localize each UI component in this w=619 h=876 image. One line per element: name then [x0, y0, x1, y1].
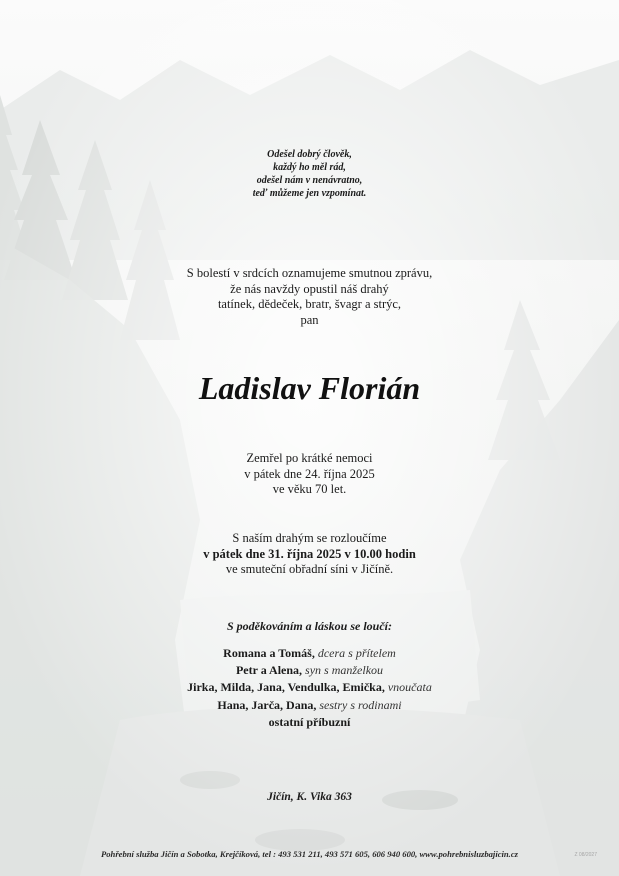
family-address: Jičín, K. Vika 363	[267, 791, 352, 803]
intro-line: tatínek, dědeček, bratr, švagr a strýc,	[217, 297, 402, 311]
intro-line: že nás navždy opustil náš drahý	[230, 281, 389, 296]
death-info	[0, 451, 619, 498]
funeral-service-footer: Pohřební služba Jičín a Sobotka, Krejčíková, tel : 493 531 211, 493 571 605, 606 940 600, www.pohrebnisluzbajicin.cz	[101, 849, 518, 859]
intro-line: pan	[300, 312, 319, 327]
funeral-place: ve smuteční obřadní síni v Jičíně.	[225, 562, 394, 576]
funeral-line: S naším drahým se rozloučíme	[232, 531, 387, 545]
mourner-names: Romana a Tomáš,	[223, 646, 315, 660]
funeral-info	[0, 531, 619, 578]
deceased-name: Ladislav Florián	[198, 370, 421, 406]
mourner-relation: vnoučata	[387, 680, 432, 695]
print-mark: Z 08/2027	[574, 852, 597, 858]
mourner-row	[0, 679, 619, 696]
poem-line: teď můžeme jen vzpomínat.	[252, 188, 367, 199]
announcement-intro	[0, 266, 619, 328]
death-info-line: Zemřel po krátké nemoci	[246, 451, 373, 465]
mourner-row	[0, 714, 619, 731]
mourner-row	[0, 645, 619, 662]
poem-line: každý ho měl rád,	[273, 162, 346, 173]
mourner-names: Petr a Alena,	[235, 663, 303, 678]
mourner-row	[0, 662, 619, 679]
poem-line: odešel nám v nenávratno,	[256, 175, 363, 186]
death-info-line: v pátek dne 24. října 2025	[244, 466, 375, 481]
intro-line: S bolestí v srdcích oznamujeme smutnou zprávu,	[186, 266, 433, 280]
memorial-poem	[0, 148, 619, 200]
mourner-relation: sestry s rodinami	[319, 697, 402, 712]
death-info-line: ve věku 70 let.	[272, 482, 347, 496]
farewell-heading: S poděkováním a láskou se loučí:	[226, 619, 392, 633]
mourner-relation: dcera s přítelem	[317, 646, 396, 660]
mourner-names: Hana, Jarča, Dana,	[217, 697, 317, 712]
mourner-row	[0, 697, 619, 714]
mourners-list	[0, 645, 619, 731]
mourner-names: ostatní příbuzní	[268, 714, 351, 729]
poem-line: Odešel dobrý člověk,	[267, 149, 352, 160]
funeral-datetime: v pátek dne 31. října 2025 v 10.00 hodin	[203, 546, 416, 561]
mourner-relation: syn s manželkou	[305, 663, 384, 678]
mourner-names: Jirka, Milda, Jana, Vendulka, Emička,	[187, 680, 385, 695]
